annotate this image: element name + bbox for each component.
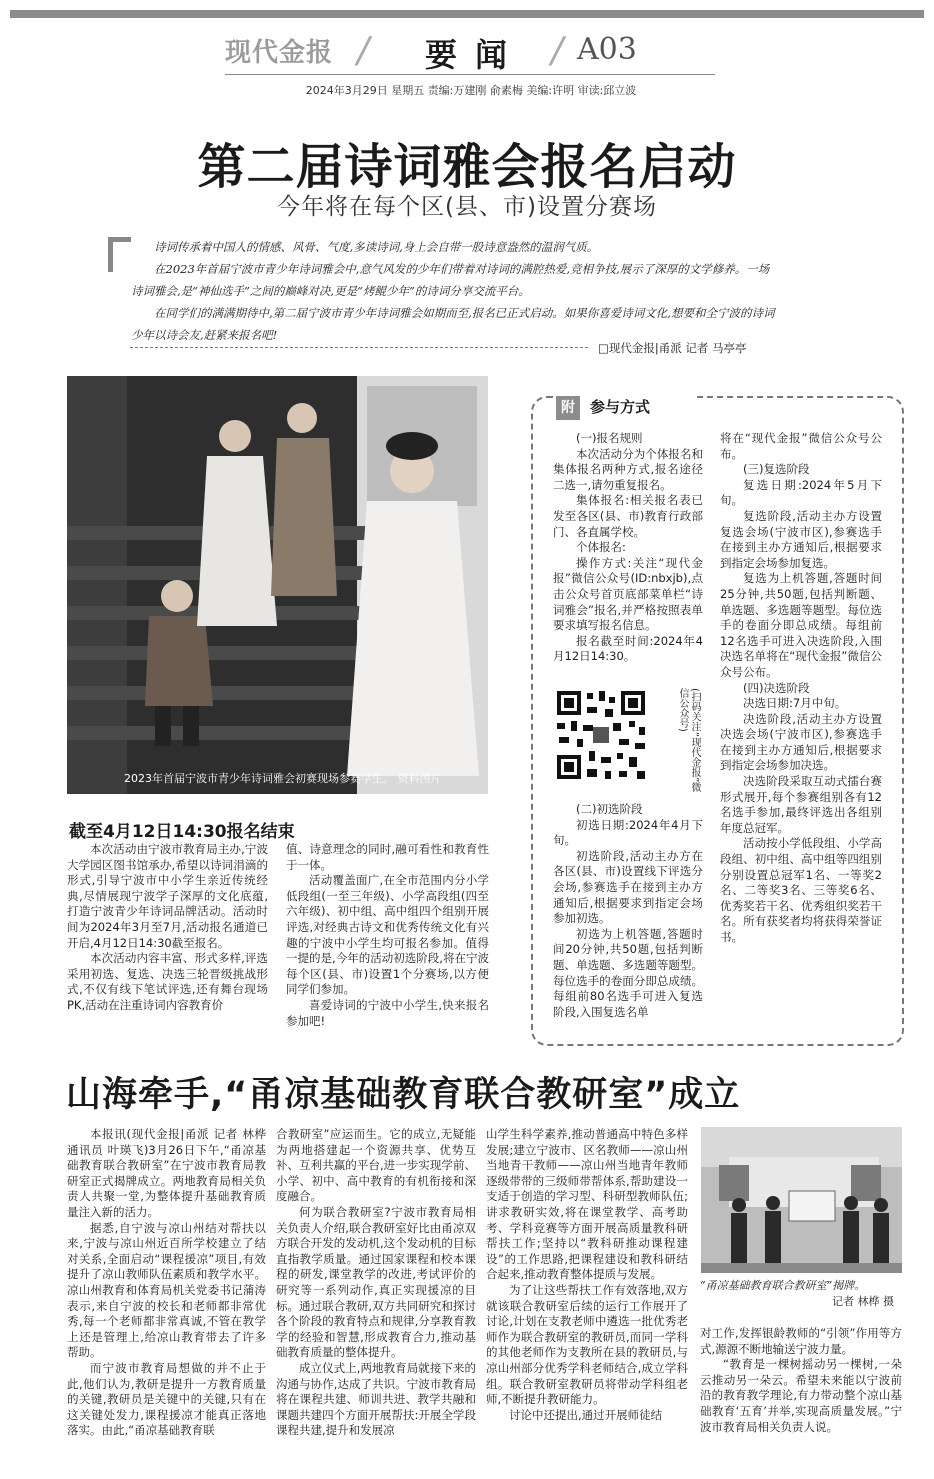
article-paragraph: 讨论中还提出,通过开展师徒结 — [509, 1407, 663, 1422]
box-paragraph: (三)复选阶段 — [743, 462, 810, 477]
box-paragraph: 初选日期:2024年4月下旬。 — [553, 817, 703, 848]
article-paragraph: 本报讯(现代金报|甬派 记者 林桦 通讯员 叶瑛飞)3月26日下午,“甬凉基础教育联合教研室”在宁波市教育局教研室正式揭牌成立。两地教育局相关负责人共聚一堂,为整体提升基础教育质量注入新的活力。 — [67, 1127, 266, 1219]
main-subheadline: 今年将在每个区(县、市)设置分赛场 — [277, 194, 657, 220]
intro-text — [131, 236, 775, 346]
photo-unveiling-ceremony — [701, 1127, 902, 1273]
article-paragraph: 何为联合教研室?宁波市教育局相关负责人介绍,联合教研室好比由甬凉双方联合开发的发动机,这个发动机的目标直指教学质量。通过国家课程和校本课程的研发,课堂教学的改进,考试评价的研究等一系列动作,真正实现援凉的目标。通过联合教研,双方共同研究和探讨各个阶段的教育特点和规律,分享教育教学的经验和智慧,形成教育合力,推动基础教育质量的整体提升。 — [276, 1204, 476, 1360]
article-paragraph: 本次活动内容丰富、形式多样,评选采用初选、复选、决选三轮晋级挑战形式,不仅有线下笔试评选,还有舞台现场PK,活动在注重诗词内容教育价 — [67, 951, 268, 1012]
top-rule — [10, 10, 924, 18]
participation-box-title: 参与方式 — [590, 398, 651, 416]
article-paragraph: 成立仪式上,两地教育局就接下来的沟通与协作,达成了共识。宁波市教育局将在课程共建、师训共进、教学共融和课题共建四个方面开展帮扶:开展全学段课程共建,提升和发展凉 — [276, 1360, 476, 1438]
photo-credit: 记者 林桦 摄 — [832, 1295, 894, 1308]
article-column — [700, 1326, 902, 1435]
article-paragraph: “教育是一棵树摇动另一棵树,一朵云推动另一朵云。希望未来能以宁波前沿的教育教学理论,有力带动整个凉山基础教育‘五育’并举,实现高质量发展。”宁波市教育局相关负责人说。 — [700, 1357, 902, 1434]
box-column — [720, 431, 882, 946]
article-paragraph: 而宁波市教育局想做的并不止于此,他们认为,教研是提升一方教育质量的关键,教研员是关键中的关键,只有在这关键处发力,课程援凉才能真正落地落实。由此,“甬凉基础教育联 — [67, 1360, 266, 1438]
photo-illustration — [67, 376, 488, 794]
masthead-slash: / — [551, 30, 564, 71]
article-paragraph: 合教研室”应运而生。它的成立,无疑能为两地搭建起一个资源共享、优势互补、互利共赢的平台,进一步实现学前、小学、初中、高中教育的有机衔接和深度融合。 — [276, 1127, 476, 1204]
photo-students-hanfu — [67, 376, 488, 794]
article-paragraph: 值、诗意理念的同时,融可看性和教育性于一体。 — [286, 842, 489, 872]
byline: □现代金报|甬派 记者 马亭亭 — [598, 341, 747, 355]
box-paragraph: 本次活动分为个体报名和集体报名两种方式,报名途径二选一,请勿重复报名。 — [553, 446, 703, 492]
article-column — [67, 842, 268, 1014]
photo-illustration — [701, 1127, 902, 1273]
article-column — [486, 1127, 688, 1423]
box-paragraph: 初选为上机答题,答题时间20分钟,共50题,包括判断题、单选题、多选题等题型。每位选手的卷面分即总成绩。每组前80名选手可进入复选阶段,入围复选名单 — [553, 926, 703, 1019]
box-paragraph: (二)初选阶段 — [576, 802, 643, 816]
article-paragraph: 活动覆盖面广,在全市范围内分小学低段组(一至三年级)、小学高段组(四至六年级)、初中组、高中组四个组别开展评选,对经典古诗文和优秀传统文化有兴趣的宁波中小学生均可报名参加。值得一提的是,今年的活动初选阶段,将在宁波每个区(县、市)设置1个分赛场,以方便同学们参加。 — [286, 873, 489, 997]
intro-paragraph: 在2023年首届宁波市青少年诗词雅会中,意气风发的少年们带着对诗词的满腔热爱,竞相争技,展示了深厚的文学修养。一场诗词雅会,是“神仙选手”之间的巅峰对决,更是“烤鲲少年”的诗词分享交流平台。 — [131, 262, 770, 298]
article-paragraph: 为了让这些帮扶工作有效落地,双方就该联合教研室后续的运行工作展开了讨论,计划在支教老师中遴选一批优秀老师作为联合教研室的教研员,而同一学科的其他老师作为支教所在县的教研员,与凉山州部分优秀学科老师结合,成立学科组。联合教研室教研员将带动学科组老师,不断提升教研能力。 — [486, 1282, 688, 1407]
masthead — [225, 30, 715, 72]
article-paragraph: 据悉,自宁波与凉山州结对帮扶以来,宁波与凉山州近百所学校建立了结对关系,全面启动“课程援凉”项目,有效提升了凉山教师队伍素质和教学水平。凉山州教育和体育局机关党委书记蒲涛表示,来自宁波的校长和老师都非常优秀,每一个老师都非常真诚,不管在教学上还是管理上,给凉山教育带去了许多帮助。 — [67, 1220, 266, 1360]
box-paragraph: (四)决选阶段 — [743, 680, 810, 695]
newspaper-brand: 现代金报 — [225, 38, 334, 68]
box-paragraph: 复选日期:2024年5月下旬。 — [720, 477, 882, 508]
box-paragraph: 个体报名: — [576, 540, 626, 555]
intro-paragraph: 在同学们的满满期待中,第二届宁波市青少年诗词雅会如期而至,报名已正式启动。如果你喜爱诗词文化,想要和全宁波的诗词少年以诗会友,赶紧来报名吧! — [131, 306, 775, 342]
masthead-slash: / — [357, 30, 370, 71]
box-paragraph: 活动按小学低段组、小学高段组、初中组、高中组等四组别分别设置总冠军1名、一等奖2名、二等奖3名、三等奖6名、优秀奖若干名、优秀组织奖若干名。所有获奖者均将获得荣誉证书。 — [720, 836, 882, 944]
photo-caption-text: “甬凉基础教育联合教研室”揭牌。 — [700, 1279, 866, 1292]
intro-bracket — [108, 237, 131, 272]
box-paragraph: 决选阶段,活动主办方设置决选会场(宁波市区),参赛选手在接到主办方通知后,根据要求到指定会场参加决选。 — [720, 711, 882, 773]
masthead-rule — [225, 74, 715, 75]
article-column — [276, 1127, 476, 1439]
box-paragraph: 操作方式:关注“现代金报”微信公众号(ID:nbxjb),点击公众号首页底部菜单栏“诗词雅会”报名,并严格按照表单要求填写报名信息。 — [553, 555, 703, 633]
photo-caption: 2023年首届宁波市青少年诗词雅会初赛现场参赛学生。 资料图片 — [124, 772, 442, 785]
intro-paragraph: 诗词传承着中国人的情感、风骨、气度,多读诗词,身上会自带一股诗意盎然的温润气质。 — [154, 240, 599, 254]
section-name: 要闻 — [425, 36, 526, 74]
participation-box-tag — [556, 390, 696, 424]
qr-code-icon[interactable] — [553, 687, 649, 783]
article-column — [67, 1127, 266, 1439]
article-column — [286, 842, 489, 1029]
box-paragraph: 复选阶段,活动主办方设置复选会场(宁波市区),参赛选手在接到主办方通知后,根据要求到指定会场参加复选。 — [720, 508, 882, 570]
box-paragraph: 初选阶段,活动主办方在各区(县、市)设置线下评选分会场,参赛选手在接到主办方通知后,根据要求到指定会场参加初选。 — [553, 848, 703, 926]
article-paragraph: 喜爱诗词的宁波中小学生,快来报名参加吧! — [286, 997, 489, 1028]
article-subheading: 截至4月12日14:30报名结束 — [69, 822, 295, 842]
page-number: A03 — [577, 32, 637, 67]
appendix-badge: 附 — [556, 396, 580, 420]
box-column — [553, 802, 703, 1020]
box-paragraph: 复选为上机答题,答题时间25分钟,共50题,包括判断题、单选题、多选题等题型。每位选手的卷面分即总成绩。每组前12名选手可进入决选阶段,入围决选名单将在“现代金报”微信公众号公布。 — [720, 571, 882, 679]
box-paragraph: 决选日期:7月中旬。 — [743, 696, 847, 711]
dateline: 2024年3月29日 星期五 责编:万建刚 俞素梅 美编:许明 审读:邱立波 — [305, 84, 637, 97]
box-paragraph: 报名截至时间:2024年4月12日14:30。 — [553, 633, 703, 664]
qr-caption: (扫码关注“现代金报”微信公众号) — [677, 688, 700, 793]
box-paragraph: 集体报名:相关报名表已发至各区(县、市)教育行政部门、各直属学校。 — [553, 493, 703, 539]
article-paragraph: 山学生科学素养,推动普通高中特色多样发展;建立宁波市、区名教师——凉山州当地青干教师——凉山州当地青年教师逐级带带的三级师带帮体系,帮助建设一支适于创造的学习型、科研型教师队伍;讲求教研实效,将在课堂教学、高考助考、学科竞赛等方面开展高质量教科研帮扶工作;坚持以“教科研推动课程建设”的工作思路,把课程建设和教科研结合起来,推动教育整体提质与发展。 — [486, 1127, 688, 1282]
box-paragraph: 将在“现代金报”微信公众号公布。 — [720, 431, 882, 461]
main-headline: 第二届诗词雅会报名启动 — [197, 139, 737, 195]
article-paragraph: 本次活动由宁波市教育局主办,宁波大学园区图书馆承办,希望以诗词涓滴的形式,引导宁波市中小学生亲近传统经典,尽情展现宁波学子深厚的文化底蕴,打造宁波青少年诗词品牌活动。活动时间为2024年3月至7月,活动报名通道已开启,4月12日14:30截至报名。 — [67, 842, 268, 950]
second-headline: 山海牵手,“甬凉基础教育联合教研室”成立 — [66, 1075, 741, 1115]
box-column — [553, 431, 703, 665]
box-paragraph: (一)报名规则 — [576, 431, 643, 445]
photo-caption — [700, 1278, 904, 1310]
intro-divider — [130, 347, 588, 348]
box-paragraph: 决选阶段采取互动式擂台赛形式展开,每个参赛组别各有12名选手参加,最终评选出各组别年度总冠军。 — [720, 774, 882, 835]
article-paragraph: 对工作,发挥银龄教师的“引领”作用等方式,源源不断地输送宁波力量。 — [700, 1326, 902, 1356]
